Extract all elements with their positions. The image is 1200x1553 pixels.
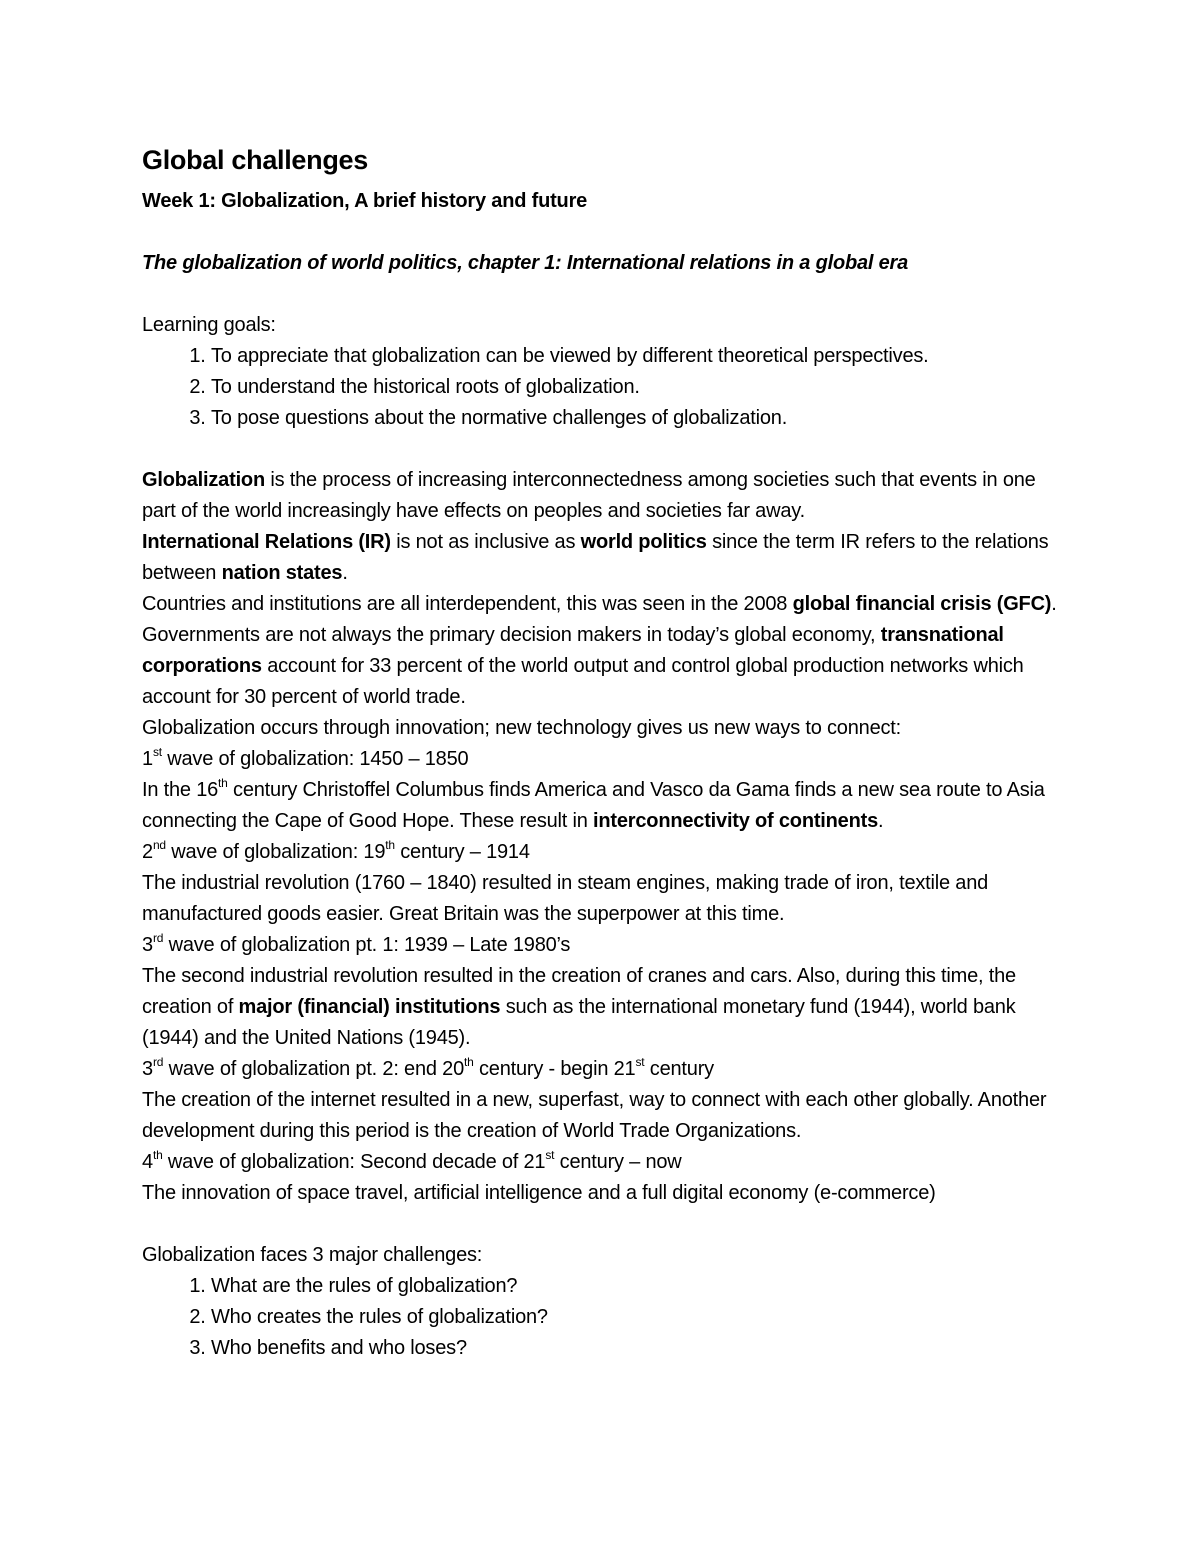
text-span: . (342, 562, 348, 584)
paragraph-globalization-definition (142, 465, 1072, 527)
wave-3b-heading (142, 1054, 1072, 1085)
wave-1-text (142, 775, 1072, 837)
paragraph-innovation: Globalization occurs through innovation; new technology gives us new ways to connect: (142, 717, 902, 739)
superscript: th (218, 776, 228, 791)
superscript: th (152, 1148, 163, 1163)
text-span: century (644, 1058, 714, 1080)
book-chapter-heading: The globalization of world politics, chapter 1: International relations in a global era (142, 252, 909, 274)
learning-goals-label: Learning goals: (142, 314, 276, 336)
document-page (142, 140, 1072, 1364)
list-item: 3. Who benefits and who loses? (211, 1333, 1072, 1364)
text-span: The second industrial revolution resulted in the creation of cranes and cars. Also, during this time, the creation of (142, 965, 1016, 1018)
text-span: . Governments are not always the primary decision makers in today’s global economy, (142, 593, 1057, 646)
term-nation-states: nation states (221, 562, 343, 584)
text-span: is not as inclusive as (390, 531, 581, 553)
wave-2-text: The industrial revolution (1760 – 1840) resulted in steam engines, making trade of iron, textile and manufactured goods easier. Great Britain was the superpower at this time. (142, 872, 989, 925)
spacer (142, 434, 1072, 465)
paragraph-interdependence (142, 589, 1072, 713)
learning-goals-list (142, 341, 1072, 434)
text-span: since the term IR refers to the relations between (142, 531, 1049, 584)
spacer (142, 217, 1072, 248)
term-transnational-corporations: transnational corporations (142, 624, 1004, 677)
term-gfc: global financial crisis (GFC) (792, 593, 1052, 615)
text-span: 1 (142, 748, 153, 770)
term-world-politics: world politics (580, 531, 707, 553)
text-span: 3 (142, 934, 153, 956)
superscript: st (635, 1055, 645, 1070)
term-international-relations: International Relations (IR) (142, 531, 391, 553)
text-span: wave of globalization: 19 (165, 841, 386, 863)
wave-4-text: The innovation of space travel, artificial intelligence and a full digital economy (e-commerce) (142, 1182, 936, 1204)
superscript: rd (152, 1055, 164, 1070)
text-span: . (878, 810, 884, 832)
text-span: century - begin 21 (473, 1058, 636, 1080)
text-span: wave of globalization: 1450 – 1850 (161, 748, 469, 770)
spacer (142, 279, 1072, 310)
wave-3a-text (142, 961, 1072, 1054)
term-globalization: Globalization (142, 469, 265, 491)
text-span: century – 1914 (394, 841, 530, 863)
superscript: rd (152, 931, 164, 946)
text-span: wave of globalization: Second decade of 21 (162, 1151, 546, 1173)
wave-1-heading (142, 744, 1072, 775)
list-item: 3. To pose questions about the normative challenges of globalization. (211, 403, 1072, 434)
list-item: 2. To understand the historical roots of globalization. (211, 372, 1072, 403)
text-span: 3 (142, 1058, 153, 1080)
text-span: In the 16 (142, 779, 219, 801)
paragraph-international-relations (142, 527, 1072, 589)
text-span: century Christoffel Columbus finds America and Vasco da Gama finds a new sea route to Asia connecting the Cape of Good Hope. These result in (142, 779, 1045, 832)
superscript: st (545, 1148, 555, 1163)
text-span: such as the international monetary fund (1944), world bank (1944) and the United Nations (1945). (142, 996, 1016, 1049)
wave-2-heading (142, 837, 1072, 868)
text-span: Countries and institutions are all interdependent, this was seen in the 2008 (142, 593, 793, 615)
text-span: 4 (142, 1151, 153, 1173)
document-title: Global challenges (142, 145, 368, 175)
spacer (142, 1209, 1072, 1240)
superscript: nd (152, 838, 166, 853)
wave-3a-heading (142, 930, 1072, 961)
list-item: 2. Who creates the rules of globalization? (211, 1302, 1072, 1333)
text-span: 2 (142, 841, 153, 863)
week-heading: Week 1: Globalization, A brief history and future (142, 190, 588, 212)
text-span: wave of globalization pt. 1: 1939 – Late 1980’s (163, 934, 571, 956)
challenges-label: Globalization faces 3 major challenges: (142, 1244, 483, 1266)
challenges-list (142, 1271, 1072, 1364)
text-span: wave of globalization pt. 2: end 20 (163, 1058, 465, 1080)
superscript: st (152, 745, 162, 760)
wave-3b-text: The creation of the internet resulted in a new, superfast, way to connect with each other globally. Another development during this period is the creation of World Trade Organizations. (142, 1089, 1047, 1142)
text-span: is the process of increasing interconnectedness among societies such that events in one part of the world increasingly have effects on peoples and societies far away. (142, 469, 1036, 522)
superscript: th (385, 838, 395, 853)
term-interconnectivity: interconnectivity of continents (593, 810, 878, 832)
text-span: century – now (554, 1151, 682, 1173)
wave-4-heading (142, 1147, 1072, 1178)
list-item: 1. What are the rules of globalization? (211, 1271, 1072, 1302)
term-major-institutions: major (financial) institutions (238, 996, 501, 1018)
list-item: 1. To appreciate that globalization can be viewed by different theoretical perspectives. (211, 341, 1072, 372)
text-span: account for 33 percent of the world output and control global production networks which account for 30 percent of world trade. (142, 655, 1024, 708)
superscript: th (464, 1055, 474, 1070)
